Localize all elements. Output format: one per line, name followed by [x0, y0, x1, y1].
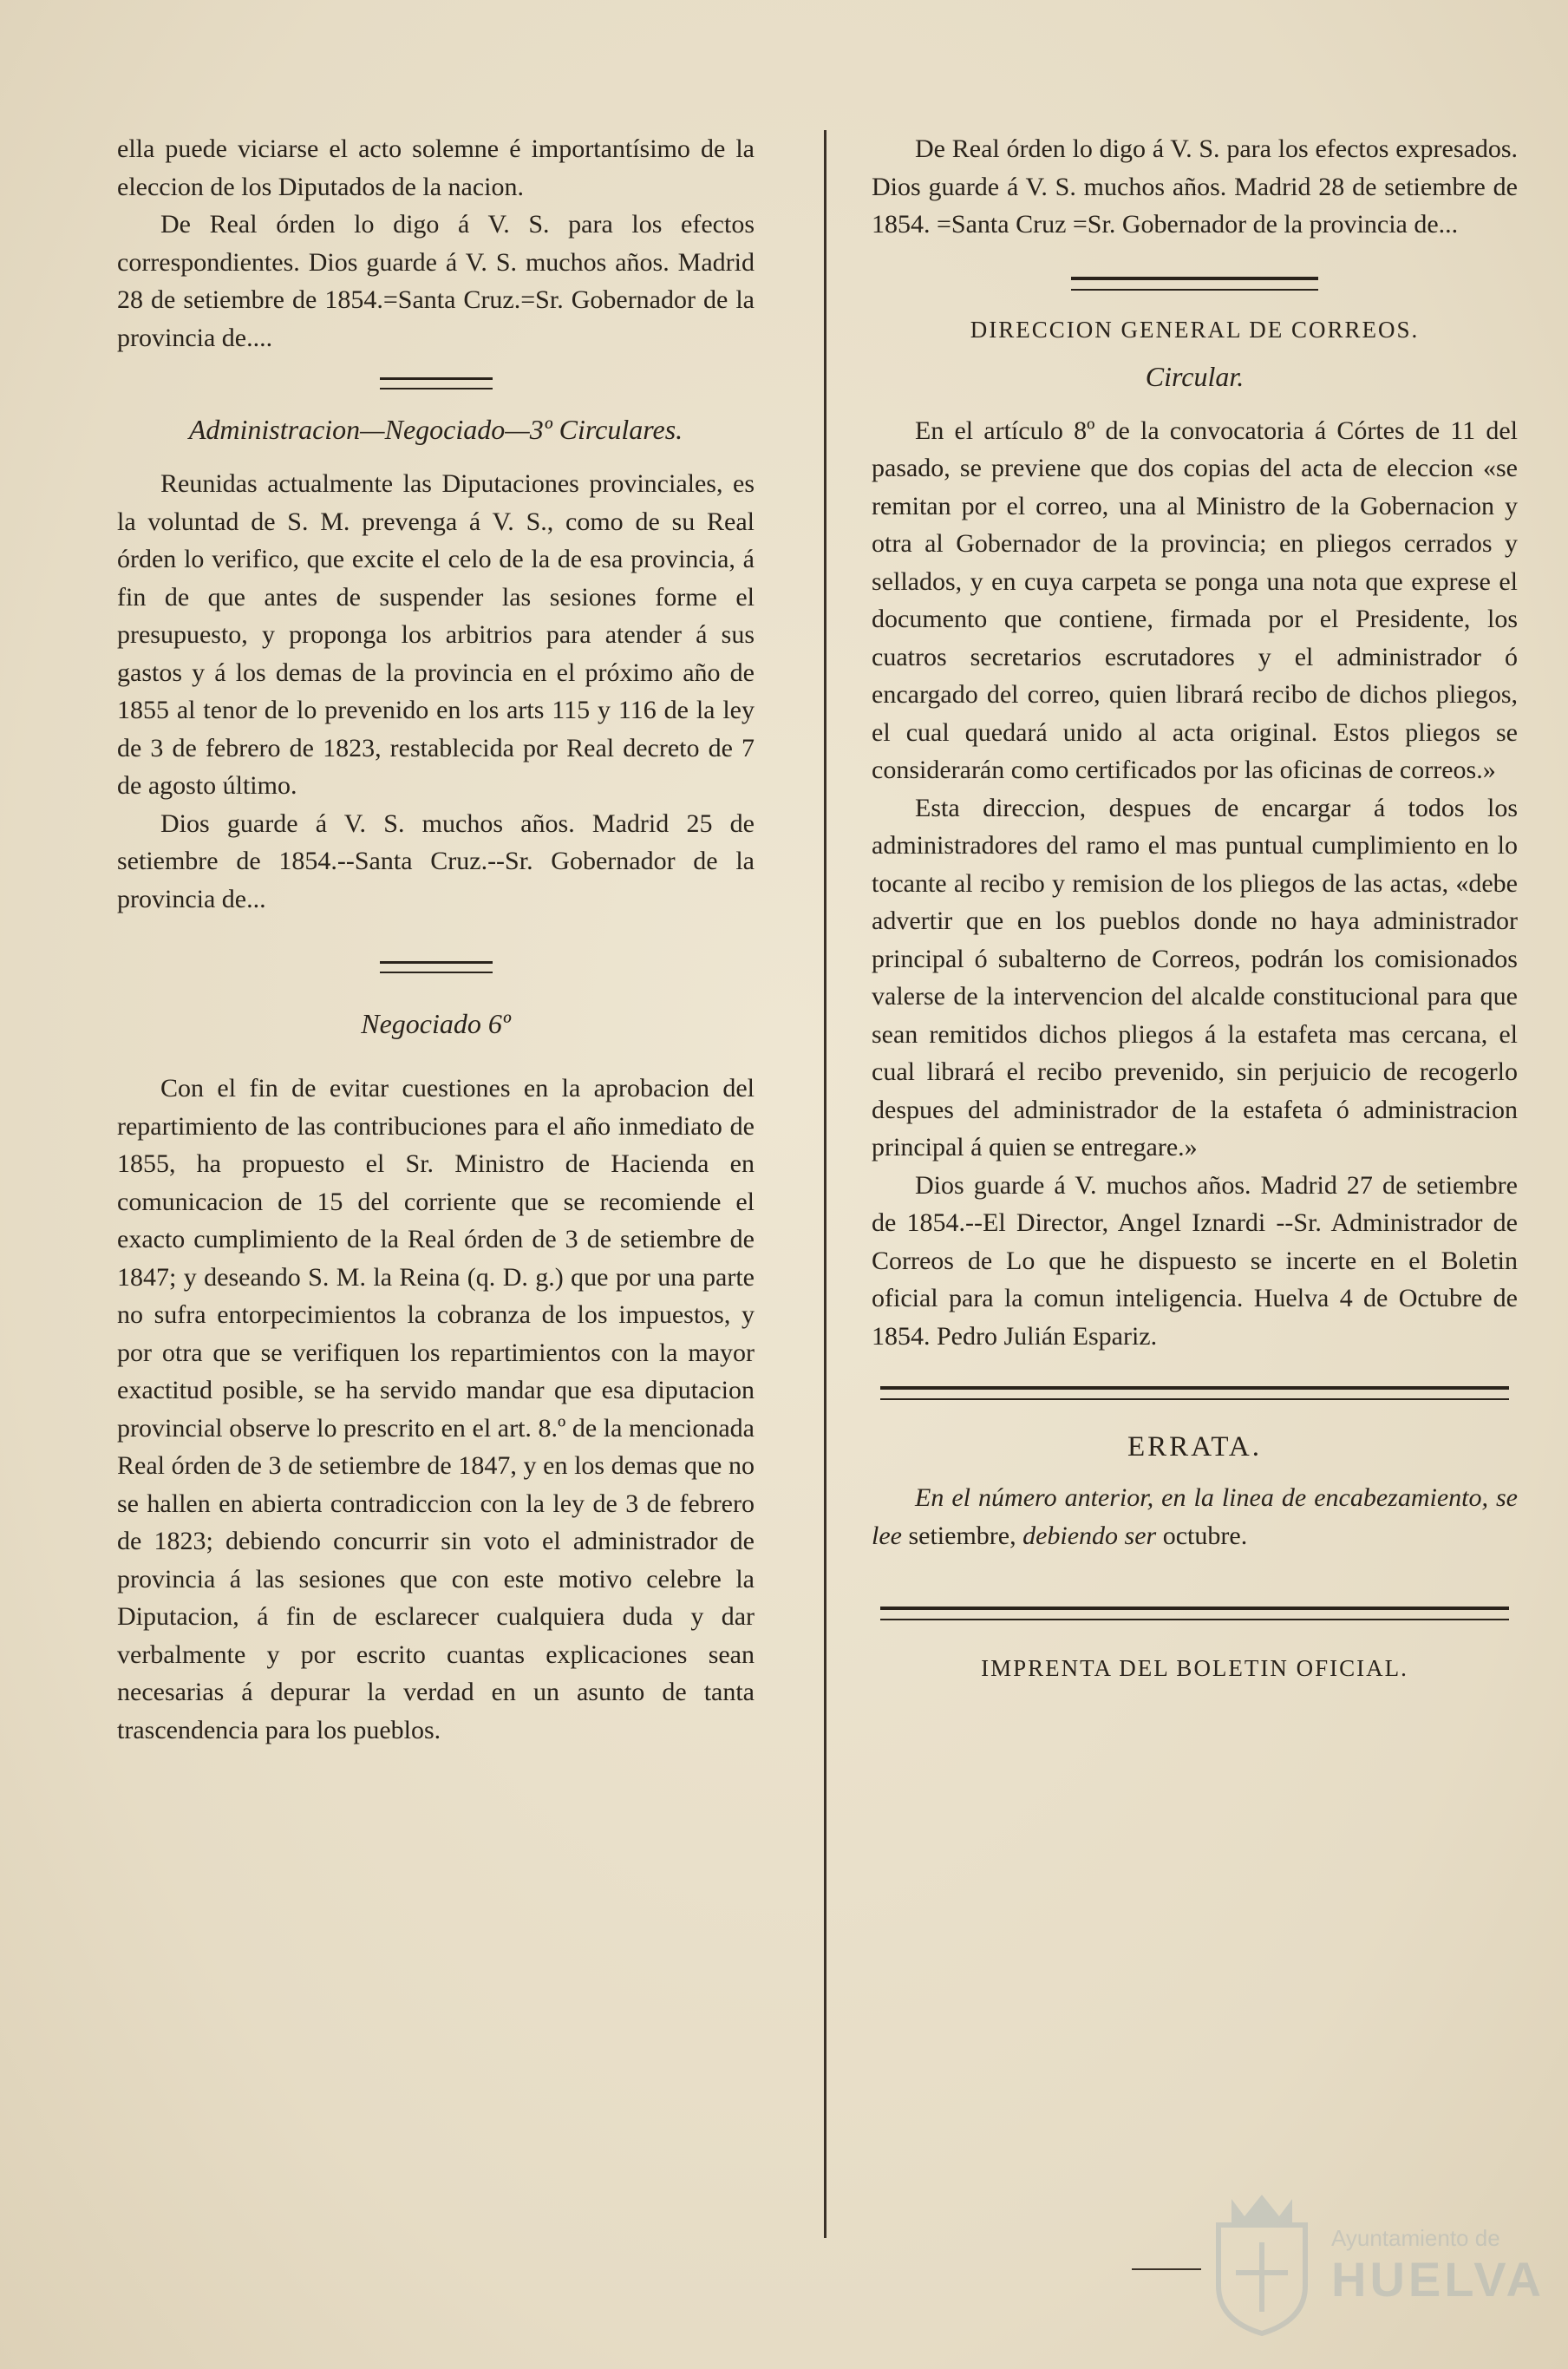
section-subheading: Circular. [1145, 360, 1245, 392]
paragraph: Con el fin de evitar cuestiones en la aprobacion del repartimiento de las contribuciones para el año inmediato de 1855, ha propuesto el Sr. Ministro de Hacienda en comunicacion de 15 del corriente que se recomiende el exacto cumplimiento de la Real órden de 3 de setiembre de 1847; y deseando S. M. la Reina (q. D. g.) que por una parte no sufra entorpecimientos la cobranza de los impuestos, y por otra que se verifiquen los repartimientos con la mayor exactitud posible, se ha servido mandar que esa diputacion provincial observe lo prescrito en el art. 8.º de la mencionada Real órden de 3 de setiembre de 1847, y en los demas que no se hallen en abierta contradiccion con la ley de 3 de febrero de 1823; debiendo concurrir sin voto el administrador de provincia á las sesiones que con este motivo celebre la Diputacion, á fin de esclarecer cualquiera duda y dar verbalmente y por escrito cuantas explicaciones sean necesarias á depurar la verdad en un asunto de tanta trascendencia para los pueblos. [117, 1074, 755, 1744]
paragraph: ella puede viciarse el acto solemne é importantísimo de la eleccion de los Diputados de la nacion. [117, 134, 755, 201]
column-divider [824, 130, 826, 2238]
section-rule [1071, 277, 1318, 291]
footer-rule [1132, 2268, 1201, 2270]
errata-text [872, 1479, 1518, 1554]
errata-text-part: En el número anterior, en la linea de encabezamiento, se lee [872, 1483, 1518, 1550]
right-column [872, 130, 1518, 1682]
section-rule [880, 1386, 1509, 1400]
errata-text-part: debiendo ser [1022, 1521, 1157, 1550]
section-heading: Administracion—Negociado—3º Circulares. [188, 414, 683, 445]
left-column [117, 130, 755, 1749]
watermark-title: HUELVA [1331, 2252, 1545, 2307]
errata-text-part: octubre. [1162, 1521, 1248, 1550]
section-rule [380, 377, 493, 389]
errata-heading: ERRATA. [1127, 1431, 1262, 1463]
watermark [1210, 2190, 1545, 2346]
section-heading: Negociado 6º [361, 1008, 511, 1039]
errata-text-part: setiembre, [908, 1521, 1016, 1550]
watermark-label: Ayuntamiento de [1331, 2225, 1500, 2251]
paragraph: De Real órden lo digo á V. S. para los efectos expresados. Dios guarde á V. S. muchos años. Madrid 28 de setiembre de 1854. =Santa Cruz =Sr. Gobernador de la provincia de... [872, 134, 1518, 239]
section-rule [880, 1607, 1509, 1620]
section-rule [380, 961, 493, 973]
section-heading: DIRECCION GENERAL DE CORREOS. [970, 316, 1420, 343]
paragraph: Esta direccion, despues de encargar á todos los administradores del ramo el mas puntual cumplimiento en lo tocante al recibo y remision de los pliegos de las actas, «debe advertir que en los pueblos donde no haya administrador principal ó subalterno de Correos, podrán los comisionados valerse de la intervencion del alcalde constitucional para que sean remitidos dichos pliegos á la estafeta mas cercana, el cual librará el recibo prevenido, sin perjuicio de recogerlo despues del administrador de la estafeta ó administracion principal á quien se entregare.» [872, 793, 1518, 1162]
paragraph: De Real órden lo digo á V. S. para los efectos correspondientes. Dios guarde á V. S. muchos años. Madrid 28 de setiembre de 1854.=Santa Cruz.=Sr. Gobernador de la provincia de.... [117, 210, 755, 352]
paragraph: Reunidas actualmente las Diputaciones provinciales, es la voluntad de S. M. prevenga á V. S., como de su Real órden lo verifico, que excite el celo de la de esa provincia, á fin de que antes de suspender las sesiones forme el presupuesto, y proponga los arbitrios para atender á sus gastos y á los demas de la provincia en el próximo año de 1855 al tenor de lo prevenido en los arts 115 y 116 de la ley de 3 de febrero de 1823, restablecida por Real decreto de 7 de agosto último. [117, 469, 755, 800]
paragraph: Dios guarde á V. S. muchos años. Madrid 25 de setiembre de 1854.--Santa Cruz.--Sr. Gobernador de la provincia de... [117, 808, 755, 913]
paragraph: Dios guarde á V. muchos años. Madrid 27 de setiembre de 1854.--El Director, Angel Iznardi --Sr. Administrador de Correos de Lo que he dispuesto se incerte en el Boletin oficial para la comun inteligencia. Huelva 4 de Octubre de 1854. Pedro Julián Espariz. [872, 1170, 1518, 1351]
imprint: IMPRENTA DEL BOLETIN OFICIAL. [981, 1655, 1408, 1681]
paragraph: En el artículo 8º de la convocatoria á Córtes de 11 del pasado, se previene que dos copias del acta de eleccion «se remitan por el correo, una al Ministro de la Gobernacion y otra al Gobernador de la provincia; en pliegos cerrados y sellados, y en cuya carpeta se ponga una nota que exprese el documento que contiene, firmada por el Presidente, los cuatros secretarios escrutadores y el administrador ó encargado del correo, quien librará recibo de dichos pliegos, el cual quedará unido al acta original. Estos pliegos se considerarán como certificados por las oficinas de correos.» [872, 416, 1518, 784]
crest-icon [1210, 2190, 1314, 2338]
